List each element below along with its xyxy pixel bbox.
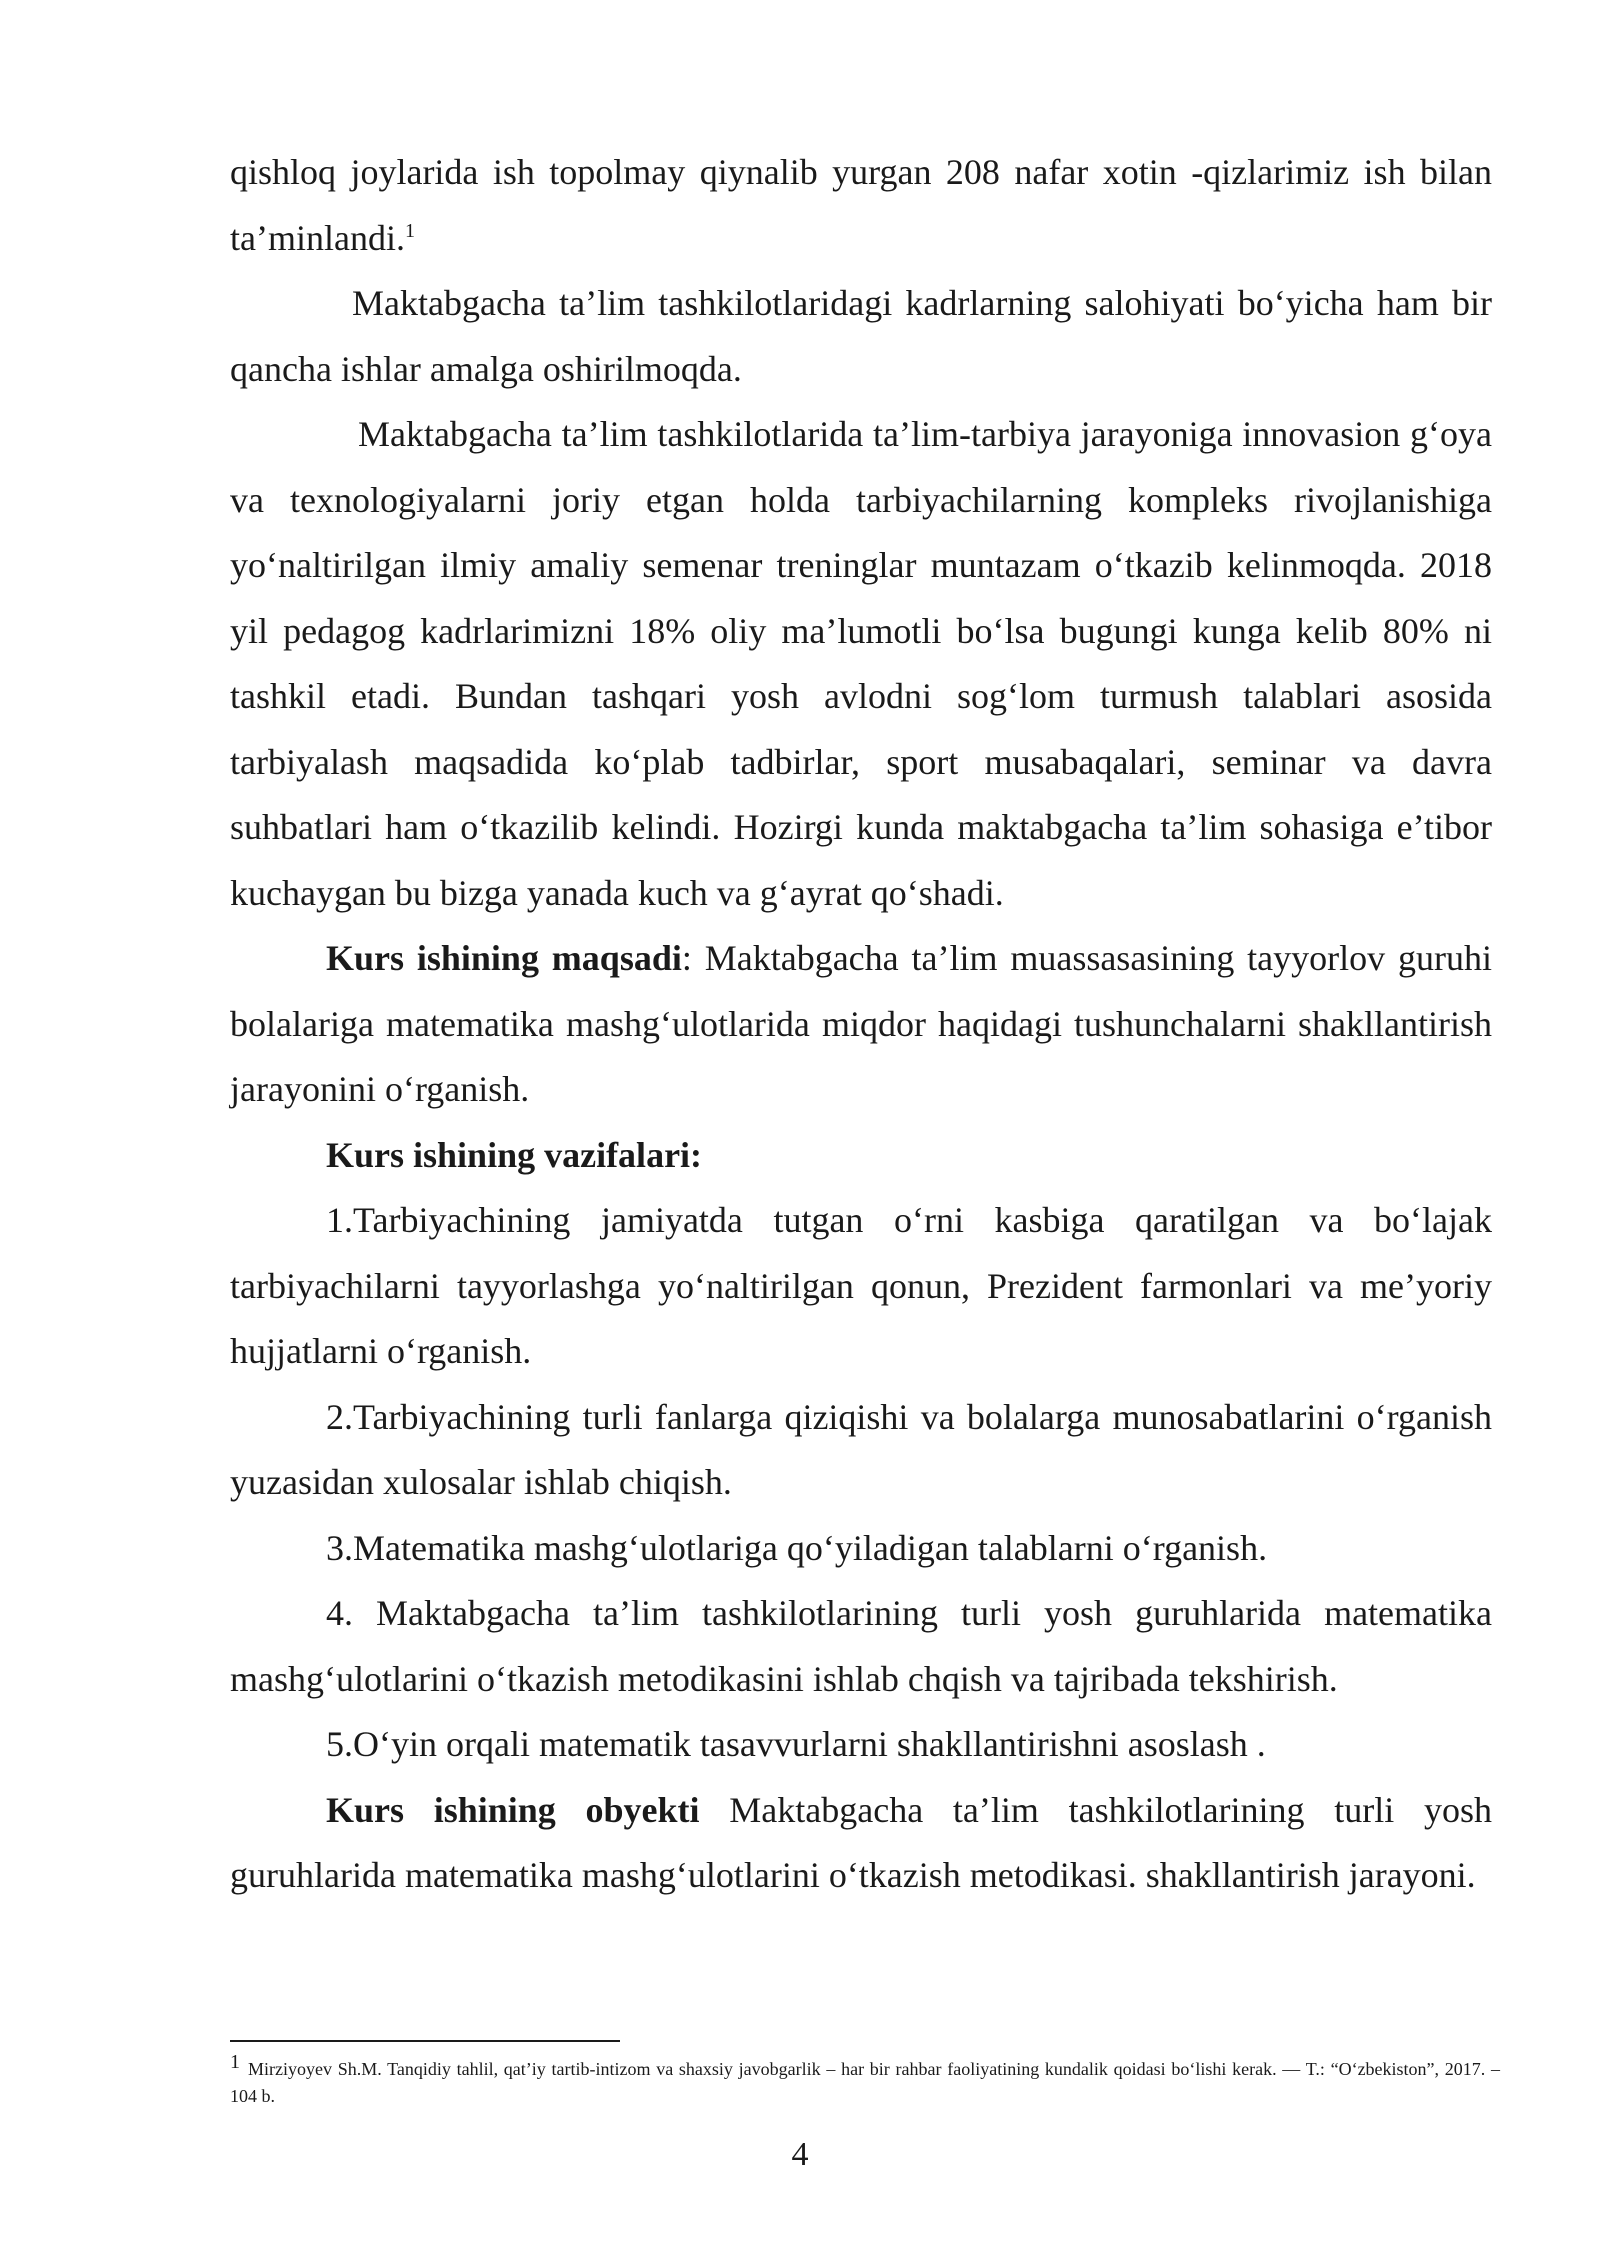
paragraph-goal [230,926,1492,1123]
paragraph-innovation-trainings: Maktabgacha ta’lim tashkilotlarida ta’lim-tarbiya jarayoniga innovasion g‘oya va texnologiyalarni joriy etgan holda tarbiyachilarning kompleks rivojlanishiga yo‘naltirilgan ilmiy amaliy semenar treninglar muntazam o‘tkazib kelinmoqda. 2018 yil pedagog kadrlarimizni 18% oliy ma’lumotli bo‘lsa bugungi kunga kelib 80% ni tashkil etadi. Bundan tashqari yosh avlodni sog‘lom turmush talablari asosida tarbiyalash maqsadida ko‘plab tadbirlar, sport musabaqalari, seminar va davra suhbatlari ham o‘tkazilib kelindi. Hozirgi kunda maktabgacha ta’lim sohasiga e’tibor kuchaygan bu bizga yanada kuch va g‘ayrat qo‘shadi. [230,414,1492,913]
paragraph-staff-potential: Maktabgacha ta’lim tashkilotlaridagi kadrlarning salohiyati bo‘yicha ham bir qancha ishlar amalga oshirilmoqda. [230,283,1492,389]
footnote [230,2051,1500,2110]
task-item-5: 5.O‘yin orqali matematik tasavvurlarni shakllantirishni asoslash . [326,1724,1266,1764]
goal-text: Maktabgacha ta’lim muassasasining tayyorlov guruhi bolalariga matematika mashg‘ulotlarida miqdor haqidagi tushunchalarni shakllantirish jarayonini o‘rganish. [230,938,1492,1109]
footnote-separator [230,2040,620,2042]
body-text [230,140,1492,1909]
task-item-2: 2.Tarbiyachining turli fanlarga qiziqishi va bolalarga munosabatlarini o‘rganish yuzasidan xulosalar ishlab chiqish. [230,1396,1492,1502]
task-item-3: 3.Matematika mashg‘ulotlariga qo‘yiladigan talablarni o‘rganish. [326,1527,1268,1568]
footnote-reference[interactable]: 1 [404,219,415,242]
task-item-4: 4. Maktabgacha ta’lim tashkilotlarining turli yosh guruhlarida matematika mashg‘ulotlarini o‘tkazish metodikasini ishlab chqish va tajribada tekshirish. [230,1593,1492,1699]
task-item-1: 1.Tarbiyachining jamiyatda tutgan o‘rni kasbiga qaratilgan va bo‘lajak tarbiyachilarni tayyorlashga yo‘naltirilgan qonun, Prezident farmonlari va me’yoriy hujjatlarni o‘rganish. [230,1200,1492,1371]
goal-separator: : [681,938,692,978]
paragraph-text: qishloq joylarida ish topolmay qiynalib yurgan 208 nafar xotin -qizlarimiz ish bilan ta’minlandi. [230,152,1492,258]
footnote-number: 1 [230,2051,240,2073]
page-number: 4 [791,2136,809,2173]
object-text: Maktabgacha ta’lim tashkilotlarining turli yosh guruhlarida matematika mashg‘ulotlarini o‘tkazish metodikasi. shakllantirish jarayoni. [230,1789,1492,1895]
paragraph-object [230,1778,1492,1909]
paragraph-continuation [230,140,1492,271]
goal-heading: Kurs ishining maqsadi [326,938,682,978]
tasks-heading: Kurs ishining vazifalari: [326,1134,703,1175]
footnote-text: Mirziyoyev Sh.M. Tanqidiy tahlil, qat’iy tartib-intizom va shaxsiy javobgarlik – har bir rahbar faoliyatining kundalik qoidasi bo‘lishi kerak. — T.: “O‘zbekiston”, 2017. – 104 b. [230,2059,1500,2106]
object-heading: Kurs ishining obyekti [326,1789,700,1830]
